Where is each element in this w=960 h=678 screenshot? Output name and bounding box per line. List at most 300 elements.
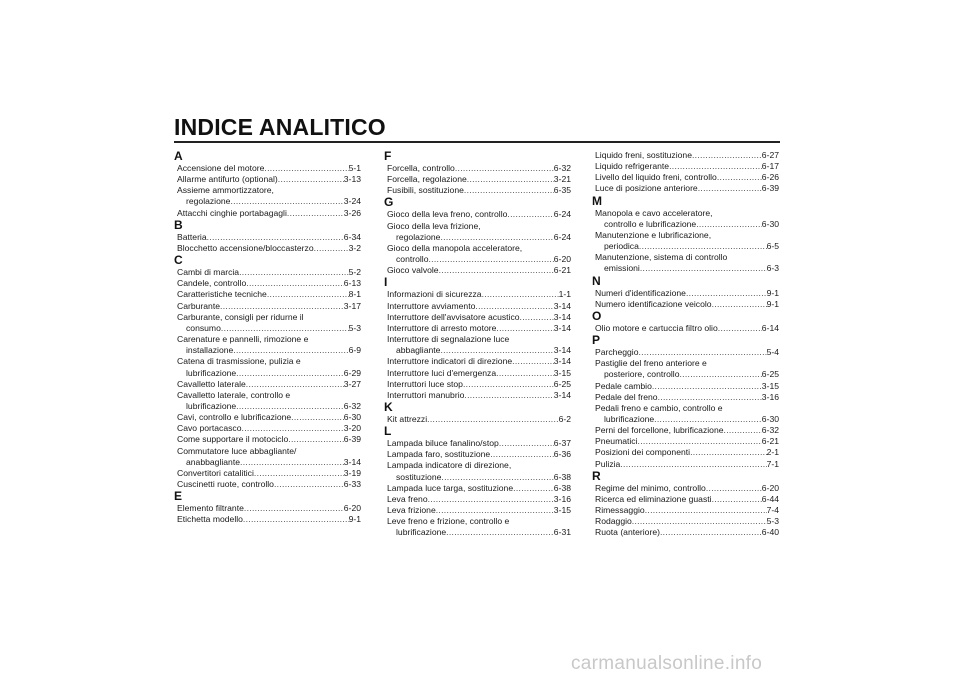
index-entry [384, 221, 571, 243]
index-entry [384, 414, 571, 425]
index-page-number: 3-14 [553, 345, 571, 356]
index-page-number: 1-1 [558, 289, 571, 300]
index-entry [592, 323, 779, 334]
index-entry-text: Candele, controllo [177, 278, 247, 289]
index-entry [384, 163, 571, 174]
index-entry-text: Olio motore e cartuccia filtro olio [595, 322, 718, 333]
index-entry [592, 150, 779, 161]
index-page-number: 3-13 [343, 174, 361, 185]
index-entry-text: Assieme ammortizzatore, [177, 185, 274, 196]
dot-leader [475, 301, 553, 312]
index-entry-text: periodica [604, 241, 639, 252]
index-entry-text: Gioco della leva frizione, [387, 220, 481, 231]
index-page-number: 6-13 [343, 278, 361, 289]
index-entry-text: Commutatore luce abbagliante/ [177, 445, 297, 456]
dot-leader [698, 183, 762, 194]
index-entry-text: Leve freno e frizione, controllo e [387, 516, 510, 527]
dot-leader [246, 278, 344, 289]
index-entry-text: Numero identificazione veicolo [595, 298, 712, 309]
index-page-number: 6-27 [761, 150, 779, 160]
index-page-number: 3-15 [553, 505, 571, 516]
index-entry-text: Allarme antifurto (optional) [177, 174, 278, 185]
index-entry [174, 514, 361, 525]
index-entry-text: lubrificazione [396, 527, 447, 538]
dot-leader [314, 243, 349, 254]
index-entry [592, 252, 779, 274]
dot-leader [243, 514, 349, 525]
index-page-number: 6-5 [766, 241, 779, 252]
index-letter-heading: R [592, 468, 601, 483]
index-entry [592, 516, 779, 527]
index-page-number: 6-20 [761, 482, 779, 493]
dot-leader [440, 345, 553, 356]
index-entry-text: Accensione del motore [177, 163, 265, 173]
index-entry [174, 232, 361, 243]
index-entry [592, 459, 779, 470]
index-column-3 [592, 150, 779, 539]
index-page-number: 3-21 [553, 174, 571, 185]
index-entry [384, 368, 571, 379]
index-entry-text: Manutenzione e lubrificazione, [595, 229, 712, 240]
index-entry-text: Posizioni dei componenti [595, 447, 691, 458]
index-entry [592, 208, 779, 230]
index-entry-text: Leva freno [387, 493, 428, 504]
dot-leader [717, 172, 762, 183]
dot-leader [620, 459, 766, 470]
index-letter-heading: F [384, 149, 392, 163]
index-entry-text: Manopola e cavo acceleratore, [595, 207, 713, 218]
index-entry-text: Carburante [177, 300, 220, 311]
dot-leader [244, 503, 344, 514]
dot-leader [463, 379, 554, 390]
index-column-2 [384, 150, 571, 539]
dot-leader [660, 527, 762, 538]
index-entry-text: Attacchi cinghie portabagagli [177, 207, 287, 218]
index-page-number: 6-24 [553, 231, 571, 242]
index-entry [592, 358, 779, 380]
index-entry [384, 301, 571, 312]
index-entry [384, 483, 571, 494]
dot-leader [455, 163, 554, 174]
index-page-number: 2-1 [766, 447, 779, 458]
index-page-number: 6-26 [761, 172, 779, 183]
page-title: INDICE ANALITICO [174, 114, 386, 140]
dot-leader [499, 438, 554, 449]
dot-leader [439, 265, 554, 276]
index-entry-text: Lampada indicatore di direzione, [387, 460, 512, 471]
index-entry [174, 208, 361, 219]
index-letter-heading: I [384, 275, 388, 290]
index-entry-text: Perni del forcellone, lubrificazione [595, 425, 724, 436]
dot-leader [464, 390, 553, 401]
index-entry-text: installazione [186, 345, 234, 356]
watermark: carmanualsonline.info [571, 653, 763, 674]
index-entry-text: anabbagliante [186, 456, 241, 467]
dot-leader [679, 369, 761, 380]
dot-leader [706, 483, 762, 494]
index-entry-text: Etichetta modello [177, 514, 243, 525]
index-entry-text: Parcheggio [595, 347, 639, 358]
index-page-number: 6-39 [761, 183, 779, 194]
index-entry-text: Lampada luce targa, sostituzione [387, 482, 514, 493]
index-letter-heading: C [174, 253, 183, 268]
dot-leader [239, 267, 348, 278]
dot-leader [712, 299, 767, 310]
index-entry-text: Cavalletto laterale [177, 378, 246, 389]
index-entry-text: Carenature e pannelli, rimozione e [177, 334, 309, 345]
index-page-number: 3-19 [343, 467, 361, 478]
index-entry [174, 503, 361, 514]
index-page-number: 9-1 [766, 287, 779, 298]
index-entry-text: Pedale del freno [595, 391, 658, 402]
index-letter-heading: M [592, 193, 602, 208]
index-entry [174, 278, 361, 289]
index-page-number: 6-21 [553, 265, 571, 276]
index-page-number: 3-26 [343, 207, 361, 218]
index-page-number: 8-1 [348, 289, 361, 300]
index-entry-text: Rimessaggio [595, 505, 645, 516]
index-entry-text: Interruttore di arresto motore [387, 322, 497, 333]
index-page-number: 6-40 [761, 527, 779, 538]
index-entry-text: Lampada biluce fanalino/stop [387, 438, 499, 449]
index-page-number: 6-32 [553, 163, 571, 173]
index-entry [592, 505, 779, 516]
index-entry [592, 347, 779, 358]
dot-leader [482, 289, 559, 300]
index-page-number: 3-14 [553, 322, 571, 333]
index-page-number: 3-14 [343, 456, 361, 467]
index-entry-text: Pedali freno e cambio, controllo e [595, 402, 723, 413]
index-entry [174, 446, 361, 468]
index-letter-heading: B [174, 217, 183, 232]
dot-leader [446, 527, 554, 538]
index-page-number: 6-34 [343, 231, 361, 242]
index-page-number: 6-44 [761, 493, 779, 504]
index-page-number: 3-15 [761, 380, 779, 391]
index-page-number: 6-29 [343, 367, 361, 378]
index-entry-text: Liquido freni, sostituzione [595, 150, 692, 160]
index-entry [174, 174, 361, 185]
index-page-number: 6-30 [761, 413, 779, 424]
index-entry [592, 161, 779, 172]
index-page-number: 3-14 [553, 311, 571, 322]
index-entry-text: Cambi di marcia [177, 267, 240, 278]
dot-leader [254, 468, 344, 479]
dot-leader [520, 312, 554, 323]
index-page-number: 3-20 [343, 423, 361, 434]
index-page-number: 3-14 [553, 389, 571, 400]
index-entry [384, 243, 571, 265]
index-entry [592, 392, 779, 403]
index-entry [174, 479, 361, 490]
index-entry-text: Interruttori manubrio [387, 389, 465, 400]
dot-leader [496, 323, 553, 334]
index-entry [592, 288, 779, 299]
index-entry-text: Gioco valvole [387, 265, 439, 276]
index-entry [592, 183, 779, 194]
index-entry [592, 436, 779, 447]
index-entry-text: Kit attrezzi [387, 413, 428, 424]
index-letter-heading: G [384, 195, 394, 210]
index-entry [592, 299, 779, 310]
index-page-number: 6-25 [553, 378, 571, 389]
index-page-number: 6-32 [761, 425, 779, 436]
index-entry-text: Forcella, regolazione [387, 174, 467, 185]
dot-leader [230, 196, 343, 207]
index-entry-text: Pulizia [595, 458, 621, 469]
index-entry-text: regolazione [186, 196, 231, 207]
index-entry [592, 381, 779, 392]
dot-leader [640, 263, 767, 274]
index-page-number: 6-14 [761, 322, 779, 333]
index-page-number: 6-30 [343, 412, 361, 423]
index-letter-heading: P [592, 333, 601, 348]
index-page-number: 3-17 [343, 300, 361, 311]
dot-leader [669, 161, 762, 172]
index-page-number: 5-3 [766, 516, 779, 527]
index-letter-heading: O [592, 308, 602, 323]
index-entry [384, 505, 571, 516]
index-entry-text: lubrificazione [186, 367, 237, 378]
index-entry [592, 230, 779, 252]
index-entry-text: Pastiglie del freno anteriore e [595, 358, 707, 369]
index-page-number: 6-20 [343, 503, 361, 514]
index-entry-text: lubrificazione [604, 413, 655, 424]
index-page-number: 3-14 [553, 356, 571, 367]
index-page-number: 6-36 [553, 449, 571, 460]
index-entry [174, 423, 361, 434]
dot-leader [236, 368, 344, 379]
index-page-number: 7-4 [766, 505, 779, 516]
dot-leader [427, 414, 558, 425]
index-page-number: 6-25 [761, 369, 779, 380]
index-page-number: 6-9 [348, 345, 361, 356]
index-page-number: 3-15 [553, 367, 571, 378]
index-entry-text: Informazioni di sicurezza [387, 289, 482, 300]
index-entry [384, 356, 571, 367]
index-entry [384, 460, 571, 482]
index-entry-text: Interruttore luci d'emergenza [387, 367, 497, 378]
index-entry [384, 516, 571, 538]
dot-leader [638, 347, 766, 358]
index-entry-text: Livello del liquido freni, controllo [595, 172, 717, 183]
dot-leader [240, 457, 344, 468]
index-entry-text: Rodaggio [595, 516, 632, 527]
index-entry [384, 494, 571, 505]
dot-leader [496, 368, 554, 379]
index-page-number: 6-33 [343, 479, 361, 490]
index-entry-text: Ruota (anteriore) [595, 527, 660, 538]
index-page-number: 6-21 [761, 436, 779, 447]
index-entry-text: Batteria [177, 231, 207, 242]
dot-leader [274, 479, 344, 490]
dot-leader [428, 254, 553, 265]
index-page-number: 5-4 [766, 347, 779, 358]
dot-leader [513, 483, 554, 494]
index-entry-text: Come supportare il motociclo [177, 434, 289, 445]
dot-leader [712, 494, 762, 505]
dot-leader [278, 174, 344, 185]
dot-leader [724, 425, 762, 436]
index-page-number: 9-1 [766, 298, 779, 309]
index-entry-text: posteriore, controllo [604, 369, 680, 380]
index-entry-text: regolazione [396, 231, 441, 242]
dot-leader [645, 505, 767, 516]
index-entry [384, 438, 571, 449]
index-page-number: 6-38 [553, 482, 571, 493]
index-page-number: 3-24 [343, 196, 361, 207]
index-entry-text: Interruttore dell'avvisatore acustico [387, 311, 520, 322]
index-entry-text: Cuscinetti ruote, controllo [177, 479, 274, 490]
index-page-number: 7-1 [766, 458, 779, 469]
index-entry-text: Regime del minimo, controllo [595, 482, 706, 493]
index-entry [174, 301, 361, 312]
index-page-number: 3-27 [343, 378, 361, 389]
dot-leader [467, 174, 554, 185]
index-page-number: 3-16 [553, 493, 571, 504]
index-entry-text: Interruttore indicatori di direzione [387, 356, 513, 367]
index-entry [384, 265, 571, 276]
index-page-number: 6-37 [553, 438, 571, 449]
index-page-number: 6-35 [553, 185, 571, 196]
dot-leader [440, 232, 553, 243]
index-entry-text: Carburante, consigli per ridurne il [177, 311, 304, 322]
index-entry-text: emissioni [604, 263, 640, 274]
index-entry [384, 449, 571, 460]
dot-leader [441, 472, 553, 483]
index-entry-text: sostituzione [396, 471, 442, 482]
dot-leader [207, 232, 344, 243]
dot-leader [490, 449, 554, 460]
index-entry [384, 334, 571, 356]
dot-leader [233, 345, 348, 356]
dot-leader [654, 414, 762, 425]
dot-leader [267, 289, 349, 300]
index-entry [174, 379, 361, 390]
dot-leader [652, 381, 762, 392]
index-entry-text: Elemento filtrante [177, 503, 244, 514]
index-entry [592, 494, 779, 505]
dot-leader [464, 185, 554, 196]
dot-leader [287, 208, 344, 219]
index-entry [384, 390, 571, 401]
index-entry [174, 267, 361, 278]
index-entry-text: Gioco della manopola acceleratore, [387, 242, 523, 253]
index-entry [592, 447, 779, 458]
index-entry [592, 172, 779, 183]
index-entry-text: controllo e lubrificazione [604, 218, 697, 229]
index-entry [174, 334, 361, 356]
index-page-number: 6-24 [553, 209, 571, 220]
index-entry-text: Ricerca ed eliminazione guasti [595, 493, 712, 504]
index-entry-text: Forcella, controllo [387, 163, 455, 173]
index-page-number: 5-3 [348, 322, 361, 333]
index-entry-text: Cavi, controllo e lubrificazione [177, 412, 292, 423]
dot-leader [221, 323, 349, 334]
dot-leader [696, 219, 762, 230]
dot-leader [220, 301, 344, 312]
index-page-number: 5-2 [348, 267, 361, 278]
dot-leader [291, 412, 344, 423]
index-entry [174, 468, 361, 479]
index-entry-text: Fusibili, sostituzione [387, 185, 464, 196]
index-entry-text: controllo [396, 254, 429, 265]
index-page-number: 6-38 [553, 471, 571, 482]
index-entry [592, 527, 779, 538]
dot-leader [690, 447, 767, 458]
index-entry [384, 312, 571, 323]
index-entry-text: Interruttori luce stop [387, 378, 463, 389]
index-entry [384, 379, 571, 390]
index-letter-heading: E [174, 489, 183, 504]
dot-leader [288, 434, 344, 445]
index-entry [174, 434, 361, 445]
dot-leader [639, 241, 767, 252]
dot-leader [632, 516, 767, 527]
index-entry [174, 185, 361, 207]
index-page-number: 6-3 [766, 263, 779, 274]
dot-leader [638, 436, 762, 447]
index-page-number: 3-14 [553, 300, 571, 311]
index-entry-text: consumo [186, 322, 221, 333]
dot-leader [242, 423, 344, 434]
index-entry [174, 163, 361, 174]
index-letter-heading: L [384, 424, 392, 439]
index-column-1 [174, 150, 361, 526]
index-entry [384, 289, 571, 300]
dot-leader [718, 323, 762, 334]
index-entry-text: Pneumatici [595, 436, 638, 447]
index-entry [174, 412, 361, 423]
index-entry [384, 323, 571, 334]
index-page-number: 3-2 [348, 242, 361, 253]
index-entry-text: Lampada faro, sostituzione [387, 449, 491, 460]
index-page-number: 5-1 [348, 163, 361, 173]
index-page-number: 6-32 [343, 400, 361, 411]
index-page-number: 6-17 [761, 161, 779, 172]
index-entry-text: Blocchetto accensione/bloccasterzo [177, 242, 314, 253]
title-rule [174, 141, 780, 143]
index-entry-text: Catena di trasmissione, pulizia e [177, 356, 301, 367]
dot-leader [428, 494, 554, 505]
dot-leader [512, 356, 554, 367]
index-page-number: 9-1 [348, 514, 361, 525]
index-entry-text: Manutenzione, sistema di controllo [595, 252, 728, 263]
index-entry-text: abbagliante [396, 345, 441, 356]
index-entry-text: Interruttore avviamento [387, 300, 476, 311]
index-page-number: 6-30 [761, 218, 779, 229]
index-page-number: 6-2 [558, 413, 571, 424]
index-entry [592, 403, 779, 425]
index-page-number: 6-31 [553, 527, 571, 538]
index-letter-heading: A [174, 149, 183, 163]
dot-leader [246, 379, 344, 390]
index-page-number: 6-20 [553, 254, 571, 265]
index-entry-text: Caratteristiche tecniche [177, 289, 267, 300]
index-entry [174, 390, 361, 412]
index-entry-text: Liquido refrigerante [595, 161, 670, 172]
index-entry [384, 209, 571, 220]
index-entry [592, 425, 779, 436]
index-entry-text: Cavalletto laterale, controllo e [177, 389, 291, 400]
index-entry [174, 289, 361, 300]
index-entry-text: Convertitori catalitici [177, 467, 254, 478]
index-entry-text: Numeri d'identificazione [595, 287, 686, 298]
index-entry-text: Cavo portacasco [177, 423, 242, 434]
index-entry-text: Luce di posizione anteriore [595, 183, 698, 194]
dot-leader [692, 150, 762, 161]
index-page-number: 6-39 [343, 434, 361, 445]
